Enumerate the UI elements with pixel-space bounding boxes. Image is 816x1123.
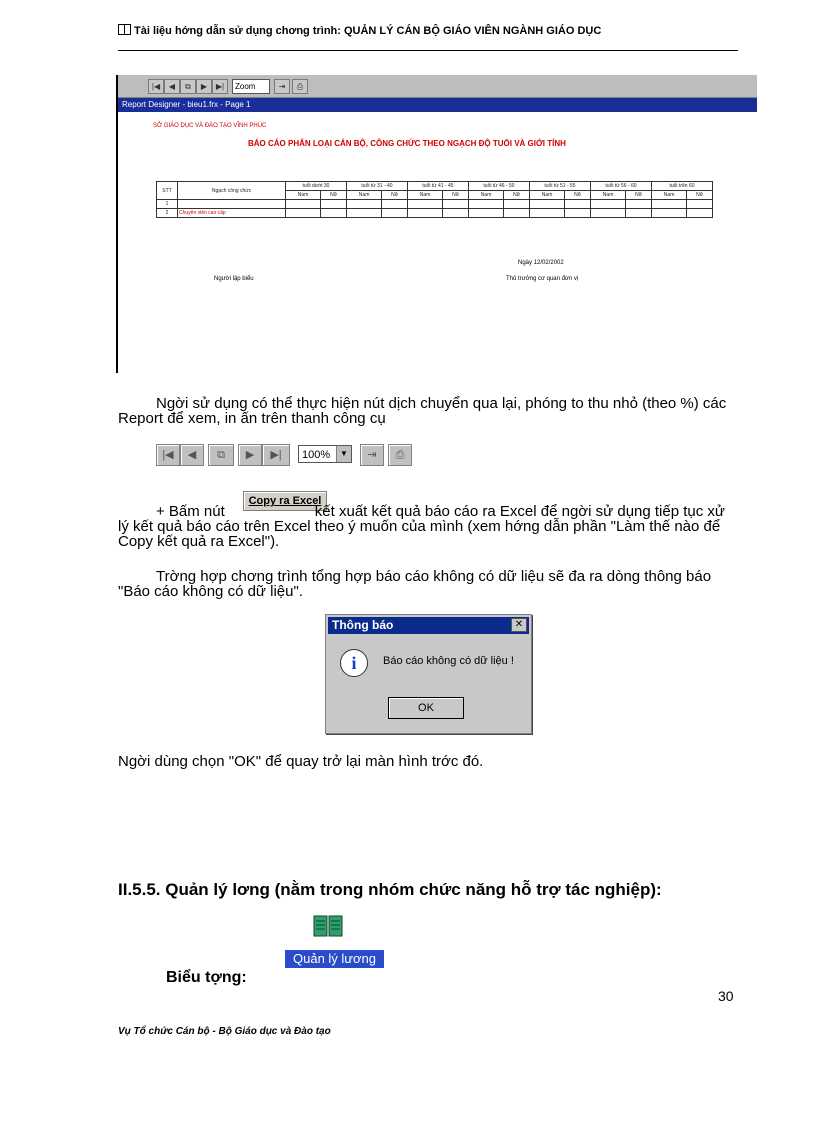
col-nam: Nam (530, 191, 565, 200)
header-divider (118, 50, 738, 51)
prev-page-icon[interactable]: ◀ (180, 444, 204, 466)
col-nu: Nữ (626, 191, 652, 200)
col-nu: Nữ (443, 191, 469, 200)
col-nu: Nữ (687, 191, 713, 200)
age-group: tuổi từ 31 - 40 (347, 182, 408, 191)
age-group: tuổi trên 60 (652, 182, 713, 191)
report-title: BÁO CÁO PHÂN LOẠI CÁN BỘ, CÔNG CHỨC THEO NGẠCH ĐỘ TUỔI VÀ GIỚI TÍNH (248, 139, 566, 148)
export-icon[interactable]: ⇥ (360, 444, 384, 466)
report-date: Ngày 12/02/2002 (518, 260, 564, 266)
age-group: tuổi dưới 30 (286, 182, 347, 191)
report-dept: SỞ GIÁO DỤC VÀ ĐÀO TẠO VĨNH PHÚC (153, 123, 267, 129)
col-nu: Nữ (321, 191, 347, 200)
next-page-icon[interactable]: ▶ (196, 79, 212, 94)
report-viewer-toolbar (118, 75, 757, 98)
message-dialog (325, 614, 532, 734)
paragraph-3: Trờng hợp chơng trình tổng hợp báo cáo không có dữ liệu sẽ đa ra dòng thông báo "Báo cáo không có dữ liệu". (118, 568, 712, 600)
next-page-icon[interactable]: ▶ (238, 444, 262, 466)
col-nam: Nam (591, 191, 626, 200)
chevron-down-icon: ▼ (336, 446, 351, 462)
book-icon[interactable] (313, 913, 343, 939)
last-page-icon[interactable]: ▶| (262, 444, 290, 466)
paragraph-4: Ngời dùng chọn "OK" để quay trở lại màn hình trớc đó. (118, 753, 484, 770)
dialog-message: Báo cáo không có dữ liệu ! (383, 655, 514, 667)
page-number: 30 (718, 988, 734, 1004)
app-icon-label[interactable]: Quản lý lương (285, 950, 384, 968)
ok-button[interactable]: OK (388, 697, 464, 719)
dialog-title: Thông báo (328, 617, 529, 634)
icon-label: Biểu tợng: (166, 969, 247, 986)
col-nam: Nam (286, 191, 321, 200)
first-page-icon[interactable]: |◀ (156, 444, 180, 466)
col-ngach: Ngạch công chức (178, 182, 286, 200)
copy-icon[interactable]: ⧉ (180, 79, 196, 94)
page-header (118, 24, 738, 37)
prev-page-icon[interactable]: ◀ (164, 79, 180, 94)
paragraph-1: Ngời sử dụng có thể thực hiện nút dịch chuyển qua lại, phóng to thu nhỏ (theo %) các Report để xem, in ấn trên thanh công cụ (118, 395, 727, 427)
copy-icon[interactable]: ⧉ (208, 444, 234, 466)
table-row: 1 (157, 200, 713, 209)
paragraph-2: + Bấm nút kết xuất kết quả báo cáo ra Excel để ngời sử dụng tiếp tục xử lý kết quả báo cáo trên Excel theo ý muốn của mình (xem hớng dẫn phần "Làm thế nào để Copy kết quả ra Excel"). (118, 503, 725, 550)
info-icon: i (340, 649, 368, 677)
col-nu: Nữ (565, 191, 591, 200)
page-footer: Vụ Tổ chức Cán bộ - Bộ Giáo dục và Đào tạo (118, 1026, 331, 1037)
print-icon[interactable]: ⎙ (292, 79, 308, 94)
zoom-select[interactable]: Zoom (232, 79, 270, 94)
report-viewer-screenshot (116, 75, 757, 373)
close-icon[interactable]: ✕ (511, 618, 527, 632)
section-heading: II.5.5. Quản lý lơng (nằm trong nhóm chức năng hỗ trợ tác nghiệp): (118, 880, 662, 899)
col-nam: Nam (347, 191, 382, 200)
age-group: tuổi từ 41 - 45 (408, 182, 469, 191)
col-nu: Nữ (504, 191, 530, 200)
col-nam: Nam (408, 191, 443, 200)
copy-to-excel-button[interactable]: Copy ra Excel (243, 491, 327, 511)
print-icon[interactable]: ⎙ (388, 444, 412, 466)
col-stt: STT (157, 182, 178, 200)
report-signer-left: Người lập biểu (214, 276, 254, 282)
col-nu: Nữ (382, 191, 408, 200)
report-window-title: Report Designer - bieu1.frx - Page 1 (118, 98, 757, 112)
first-page-icon[interactable]: |◀ (148, 79, 164, 94)
book-icon (118, 24, 131, 35)
header-text: Tài liệu hớng dẫn sử dụng chơng trình: QUẢN LÝ CÁN BỘ GIÁO VIÊN NGÀNH GIÁO DỤC (134, 25, 602, 37)
report-signer-right: Thủ trưởng cơ quan đơn vị (506, 276, 579, 282)
table-row: 2 Chuyên viên cao cấp (157, 209, 713, 218)
age-group: tuổi từ 46 - 50 (469, 182, 530, 191)
zoom-select[interactable]: 100% ▼ (298, 445, 352, 463)
col-nam: Nam (469, 191, 504, 200)
age-group: tuổi từ 51 - 55 (530, 182, 591, 191)
export-icon[interactable]: ⇥ (274, 79, 290, 94)
age-group: tuổi từ 56 - 60 (591, 182, 652, 191)
last-page-icon[interactable]: ▶| (212, 79, 228, 94)
col-nam: Nam (652, 191, 687, 200)
report-table (156, 181, 713, 218)
